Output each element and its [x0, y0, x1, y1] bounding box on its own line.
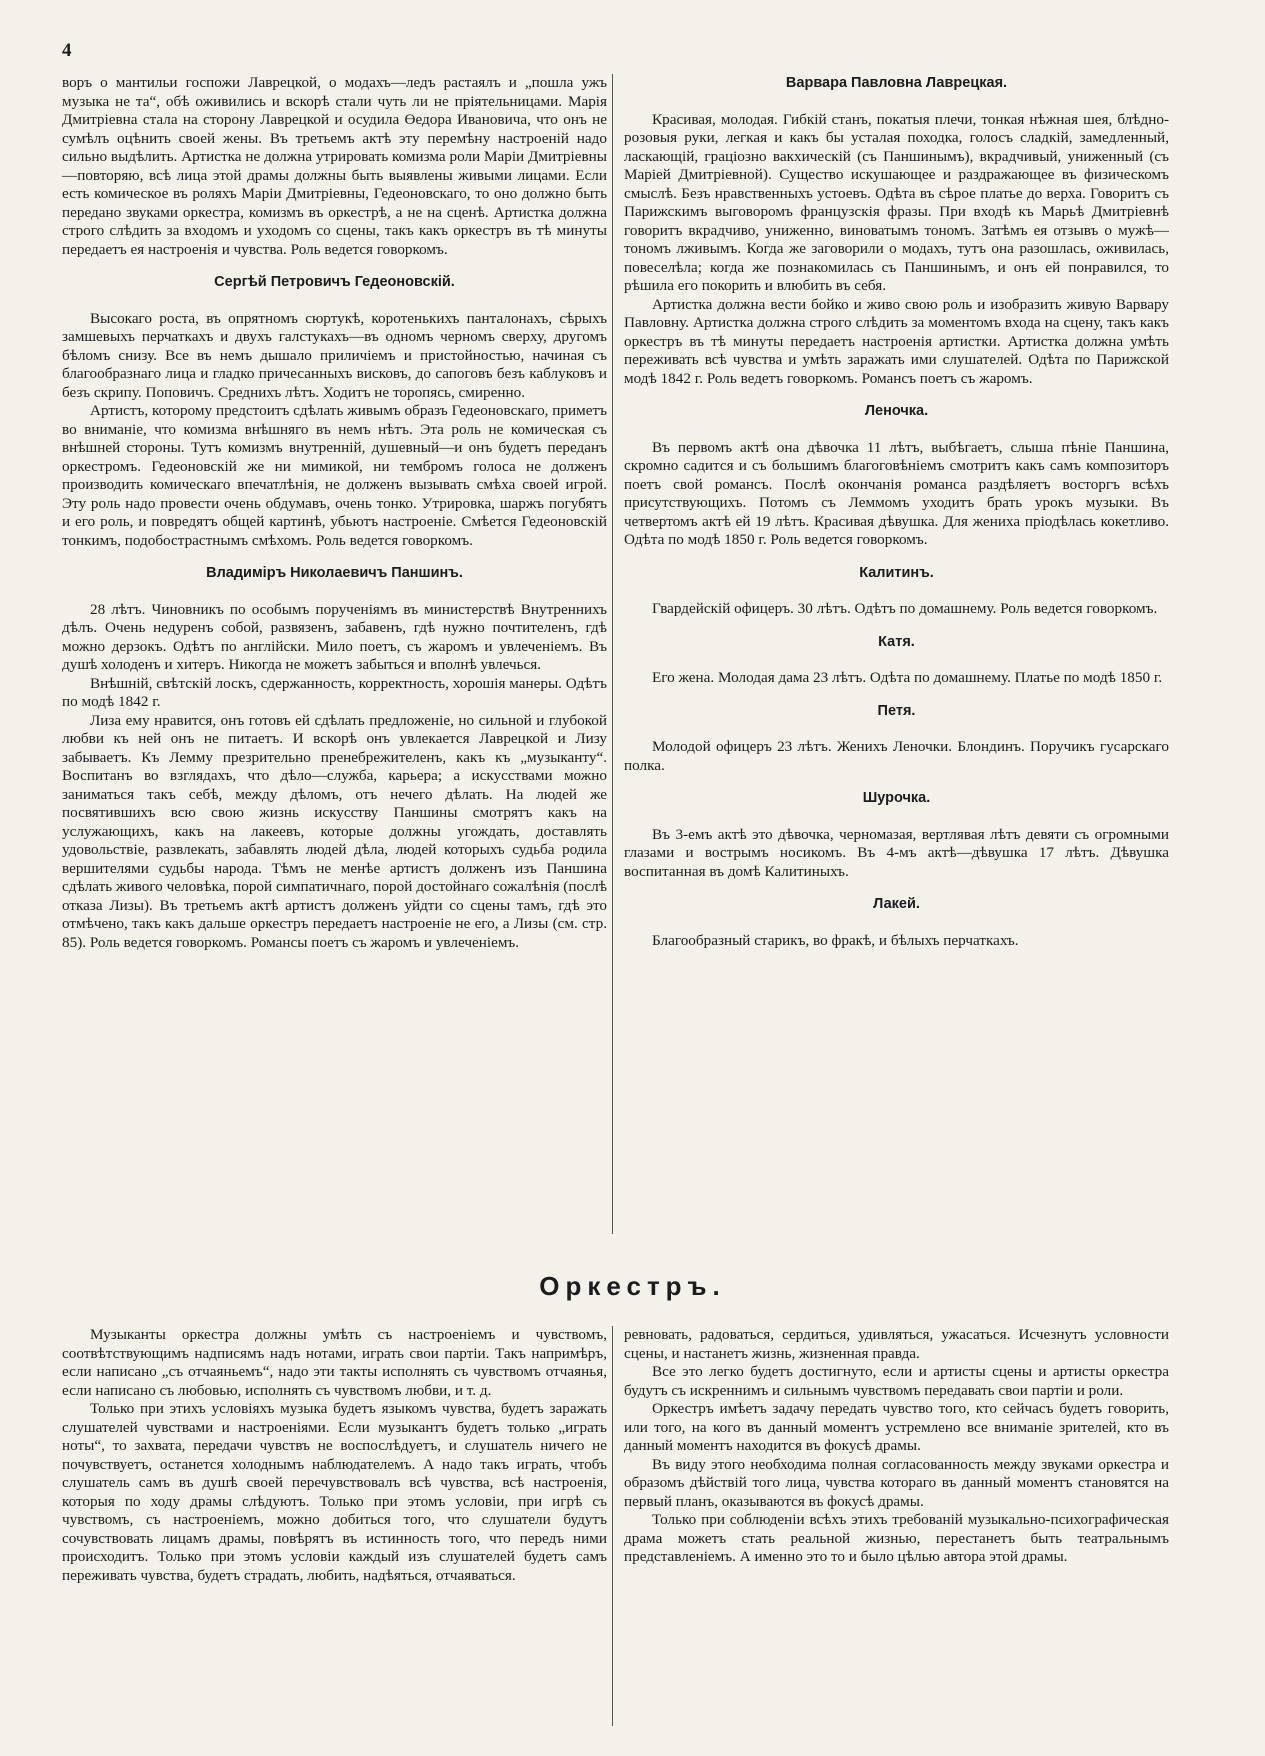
orchestra-section-title: Оркестръ.	[539, 1271, 726, 1301]
orchestra-left-column	[62, 1326, 607, 1726]
gedeonovsky-paragraph-2: Артистъ, которому предстоитъ сдѣлать живымъ образъ Гедеоновскаго, приметъ во вниманіе, что комизма внѣшняго въ немъ нѣтъ. Эта роль не комическая съ внѣшней стороны. Тутъ комизмъ внутренній, душевный—и онъ будетъ переданъ оркестромъ. Гедеоновскій же ни мимикой, ни тембромъ голоса не долженъ производить комическаго впечатлѣнія, не долженъ вызывать смѣха своей игрой. Эту роль надо провести очень обдумавъ, очень тонко. Утрировка, шаржъ погубятъ и его роль, и повредятъ общей картинѣ, убьютъ настроеніе. Смѣется Гедеоновскій тонкимъ, подобострастнымъ смѣхомъ. Роль ведется говоркомъ.	[62, 402, 607, 549]
lavretskaya-heading: Варвара Павловна Лаврецкая.	[785, 75, 1008, 91]
lavretskaya-paragraph-2: Артистка должна вести бойко и живо свою роль и изобразить живую Варвару Павловну. Артистка должна строго слѣдить за моментомъ входа на сцену, такъ какъ оркестръ въ тѣ минуты передаетъ настроенія артистки. Артистка должна умѣть переживать всѣ чувства и умѣть заражать ими слушателей. Одѣта по Парижской модѣ 1842 г. Роль ведетъ говоркомъ. Романсъ поетъ съ жаромъ.	[624, 295, 1169, 387]
right-column	[624, 74, 1169, 1224]
orchestra-paragraph-6: Въ виду этого необходима полная согласованность между звуками оркестра и образомъ дѣйствій того лица, чувства котораго въ данный моментъ становятся на первый планъ, оказываются въ фокусѣ драмы.	[624, 1455, 1169, 1510]
panshin-paragraph-3: Лиза ему нравится, онъ готовъ ей сдѣлать предложеніе, но сильной и глубокой любви къ ней онъ не питаетъ. И вскорѣ онъ увлекается Лаврецкой и Лизу забываетъ. Къ Лемму презрительно пренебрежителенъ, какъ къ „музыканту“. Воспитанъ во взглядахъ, что дѣло—служба, карьера; а искусствами можно заниматься такъ себѣ, между дѣломъ, отъ нечего дѣлать. На людей же посвятившихъ всю свою жизнь искусству Паншины смотрятъ какъ на услужающихъ, какъ на лакеевъ, которые должны угождать, доставлять удовольствіе, развлекать, забавлять людей дѣла, людей которыхъ судьба родила вершителями судьбы народа. Тѣмъ не менѣе артистъ долженъ изъ Паншина сдѣлать живого человѣка, порой симпатичнаго, порой достойнаго сожалѣнія (послѣ отказа Лизы). Въ третьемъ актѣ артистъ долженъ уйдти со сцены тамъ, гдѣ это отмѣчено, такъ какъ дальше оркестръ передаетъ настроеніе не его, а Лизы (см. стр. 85). Роль ведется говоркомъ. Романсы поетъ съ жаромъ и увлеченіемъ.	[62, 711, 607, 951]
orchestra-column-divider	[612, 1326, 613, 1726]
shurochka-paragraph: Въ 3-емъ актѣ это дѣвочка, черномазая, вертлявая лѣтъ девяти съ огромными глазами и вострымъ носикомъ. Въ 4-мъ актѣ—дѣвушка 17 лѣтъ. Дѣвушка воспитанная въ домѣ Калитиныхъ.	[624, 825, 1169, 880]
lenochka-heading: Леночка.	[864, 403, 929, 419]
shurochka-heading: Шурочка.	[862, 790, 931, 806]
petya-paragraph: Молодой офицеръ 23 лѣтъ. Женихъ Леночки. Блондинъ. Поручикъ гусарскаго полка.	[624, 738, 1169, 774]
kalitin-paragraph: Гвардейскій офицеръ. 30 лѣтъ. Одѣтъ по домашнему. Роль ведется говоркомъ.	[652, 600, 1158, 617]
lavretskaya-paragraph-1: Красивая, молодая. Гибкій станъ, покатыя плечи, тонкая нѣжная шея, блѣдно-розовыя руки, легкая и какъ бы усталая походка, голосъ сладкій, замедленный, ласкающій, граціозно вакхическій (съ Паншинымъ), вкрадчивый, униженный (съ Маріей Дмитріевной). Существо искушающее и раздражающее въ физическомъ смыслѣ. Безъ нравственныхъ устоевъ. Одѣта въ сѣрое платье до верха. Говоритъ съ Парижскимъ выговоромъ французскія фразы. При входѣ къ Марьѣ Дмитріевнѣ говоритъ вкрадчиво, униженно, виноватымъ тономъ. Затѣмъ ея отзывъ о мужѣ—тономъ лживымъ. Когда же заговорили о модахъ, тутъ она разошлась, оживилась, повеселѣла; когда же познакомилась съ Паншинымъ, и онъ ей понравился, то рѣшила его покорить и влюбить въ себя.	[624, 110, 1169, 294]
katya-heading: Катя.	[878, 633, 915, 650]
orchestra-paragraph-2: Только при этихъ условіяхъ музыка будетъ языкомъ чувства, будетъ заражать слушателей чувствами и настроеніями. Если музыкантъ будетъ только „играть ноты“, то захвата, передачи чувствъ не воспослѣдуетъ, и слушатель ничего не почувствуетъ, останется холоднымъ наблюдателемъ. А надо такъ играть, чтобъ слушатель самъ въ душѣ своей перечувствовалъ всѣ чувства, всѣ настроенія, которыя по ходу драмы слѣдуютъ. Только при этомъ условіи, при игрѣ съ чувствомъ, съ настроеніемъ, можно добиться того, что слушатели будутъ сочувствовать лицамъ драмы, повѣрятъ въ истинность того, что передъ ними происходитъ. Только при этомъ условіи каждый изъ слушателей будетъ самъ переживать чувства, будетъ страдать, любить, надѣяться, отчаяваться.	[62, 1400, 607, 1584]
left-column	[62, 74, 607, 1224]
panshin-paragraph-2: Внѣшній, свѣтскій лоскъ, сдержанность, корректность, хорошія манеры. Одѣтъ по модѣ 1842 г.	[62, 674, 607, 710]
orchestra-paragraph-5: Оркестръ имѣетъ задачу передать чувство того, кто сейчасъ будетъ говорить, или того, на кого въ данный моментъ устремлено все вниманіе зрителей, кто въ данный моментъ находится въ фокусѣ драмы.	[624, 1400, 1169, 1454]
orchestra-paragraph-3: ревновать, радоваться, сердиться, удивляться, ужасаться. Исчезнутъ условности сцены, и настанетъ жизнь, жизненная правда.	[624, 1326, 1169, 1362]
orchestra-paragraph-4: Все это легко будетъ достигнуто, если и артисты сцены и артисты оркестра будутъ съ искреннимъ и сильнымъ чувствомъ передавать свои партіи и роли.	[624, 1363, 1169, 1399]
panshin-heading: Владиміръ Николаевичъ Паншинъ.	[206, 565, 463, 581]
petya-heading: Петя.	[877, 702, 916, 719]
katya-paragraph: Его жена. Молодая дама 23 лѣтъ. Одѣта по домашнему. Платье по модѣ 1850 г.	[652, 669, 1163, 686]
intro-paragraph: воръ о мантильи госпожи Лаврецкой, о модахъ—ледъ растаялъ и „пошла ужъ музыка не та“, обѣ оживились и вскорѣ стали чуть ли не пріятельницами. Марія Дмитріевна стала на сторону Лаврецкой и осудила Өедора Ивановича, что онъ не сумѣлъ оцѣнить своей жены. Въ третьемъ актѣ эту перемѣну настроеній надо сильно выдѣлить. Артистка не должна утрировать комизма роли Маріи Дмитріевны—повторяю, всѣ лица этой драмы должны быть выявлены живыми лицами. Если есть комическое въ роляхъ Маріи Дмитріевны, Гедеоновскаго, то оно должно быть передано звуками оркестра, комизмъ въ оркестрѣ, а не на сценѣ. Артистка должна строго слѣдить за входомъ и уходомъ со сцены, такъ какъ оркестръ въ тѣ минуты передаетъ ея настроенія и чувства. Роль ведется говоркомъ.	[62, 74, 607, 258]
gedeonovsky-paragraph-1: Высокаго роста, въ опрятномъ сюртукѣ, коротенькихъ панталонахъ, сѣрыхъ замшевыхъ перчаткахъ и двухъ галстукахъ—въ одномъ черномъ сверху, другомъ бѣломъ снизу. Все въ немъ дышало приличіемъ и пристойностью, начиная съ благообразнаго лица и гладко причесанныхъ висковъ, до сапоговъ безъ каблуковъ и безъ скрипу. Поповичъ. Среднихъ лѣтъ. Ходитъ не торопясь, смиренно.	[62, 309, 607, 401]
orchestra-paragraph-7: Только при соблюденіи всѣхъ этихъ требованій музыкально-психографическая драма можетъ стать реальной жизнью, перестанетъ быть театральнымъ представленіемъ. А именно это то и было цѣлью автора этой драмы.	[624, 1511, 1169, 1565]
kalitin-heading: Калитинъ.	[859, 564, 934, 581]
panshin-paragraph-1: 28 лѣтъ. Чиновникъ по особымъ порученіямъ въ министерствѣ Внутреннихъ дѣлъ. Очень недуренъ собой, развязенъ, забавенъ, гдѣ нужно почтителенъ, гдѣ можно дерзокъ. Одѣтъ по англійски. Мило поетъ, съ жаромъ и увлеченіемъ. Въ душѣ холоденъ и хитеръ. Никогда не можетъ забыться и вполнѣ увлечься.	[62, 600, 607, 673]
orchestra-paragraph-1: Музыканты оркестра должны умѣть съ настроеніемъ и чувствомъ, соотвѣтствующимъ надписямъ надъ нотами, играть свои партіи. Такъ напримѣръ, если написано „съ отчаяньемъ“, надо эти такты исполнять съ чувствомъ отчаянья, если написано съ любовью, исполнять съ чувствомъ любви, и т. д.	[62, 1326, 607, 1399]
orchestra-right-column	[624, 1326, 1169, 1726]
lakey-heading: Лакей.	[873, 896, 920, 912]
column-divider	[612, 74, 613, 1234]
page-number: 4	[62, 40, 72, 61]
lenochka-paragraph: Въ первомъ актѣ она дѣвочка 11 лѣтъ, выбѣгаетъ, слыша пѣніе Паншина, скромно садится и съ большимъ благоговѣніемъ смотритъ какъ самъ композиторъ поетъ свой романсъ. Послѣ окончанія романса раздѣляетъ восторгъ всѣхъ присутствующихъ. Потомъ съ Леммомъ уходитъ брать урокъ музыки. Въ четвертомъ актѣ ей 19 лѣтъ. Красивая дѣвушка. Для жениха пріодѣлась кокетливо. Одѣта по модѣ 1850 г. Роль ведется говоркомъ.	[624, 438, 1169, 548]
lakey-paragraph: Благообразный старикъ, во фракѣ, и бѣлыхъ перчаткахъ.	[652, 931, 1019, 949]
gedeonovsky-heading: Сергѣй Петровичъ Гедеоновскій.	[214, 274, 455, 290]
